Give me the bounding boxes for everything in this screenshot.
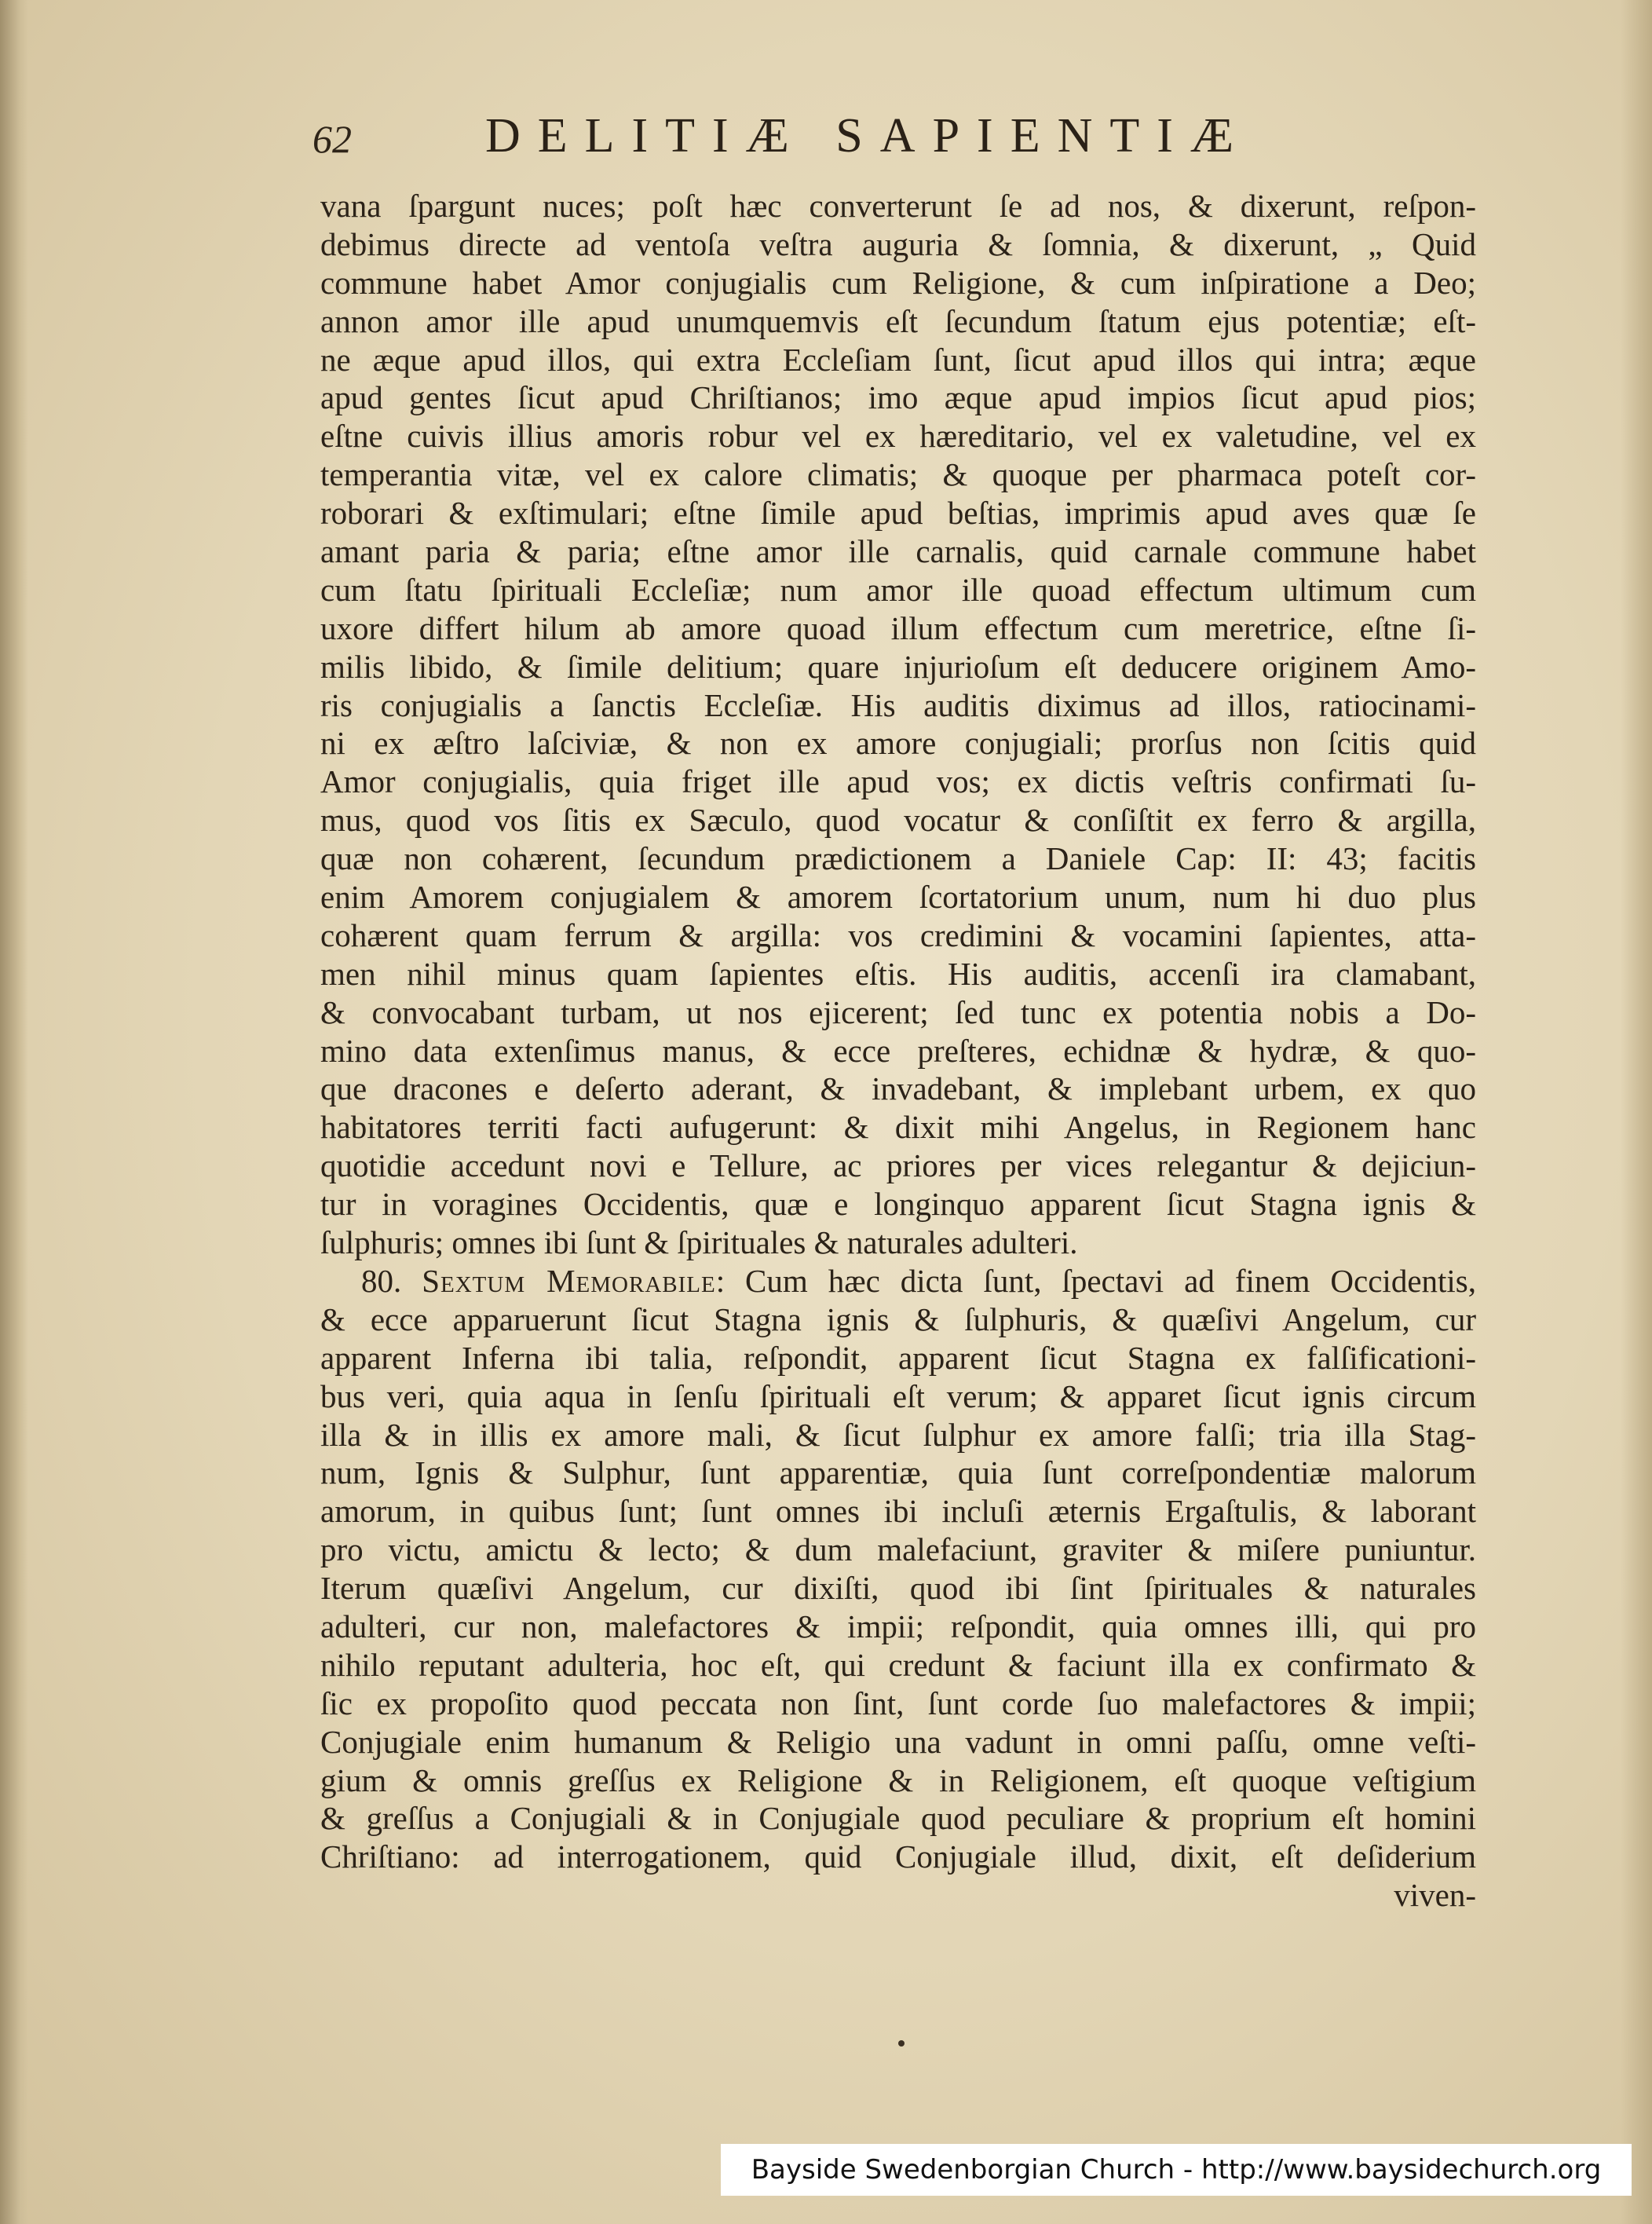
text-line: vana ſpargunt nuces; poſt hæc converterunt ſe ad nos, & dixerunt, reſpon- <box>320 188 1476 224</box>
paragraph-memorabile <box>320 1300 1476 1876</box>
text-line: mino data extenſimus manus, & ecce preſteres, echidnæ & hydræ, & quo- <box>320 1032 1476 1069</box>
text-line: apparent Inferna ibi talia, reſpondit, apparent ſicut Stagna ex falſificationi- <box>320 1339 1476 1376</box>
text-line: num, Ignis & Sulphur, ſunt apparentiæ, quia ſunt correſpondentiæ malorum <box>320 1454 1476 1491</box>
text-line: ris conjugialis a ſanctis Eccleſiæ. His auditis diximus ad illos, ratiocinami- <box>320 686 1476 723</box>
text-line: Amor conjugialis, quia friget ille apud vos; ex dictis veſtris confirmati ſu- <box>320 763 1476 800</box>
text-line: annon amor ille apud unumquemvis eſt ſecundum ſtatum ejus potentiæ; eſt- <box>320 302 1476 339</box>
watermark-caption: Bayside Swedenborgian Church - http://www.baysidechurch.org <box>721 2144 1632 2196</box>
text-line: amant paria & paria; eſtne amor ille carnalis, quid carnale commune habet <box>320 533 1476 570</box>
text-line: Conjugiale enim humanum & Religio una vadunt in omni paſſu, omne veſti- <box>320 1723 1476 1760</box>
text-line: Iterum quæſivi Angelum, cur dixiſti, quod ibi ſint ſpirituales & naturales <box>320 1570 1476 1607</box>
text-line: quæ non cohærent, ſecundum prædictionem a Daniele Cap: II: 43; facitis <box>320 840 1476 877</box>
section-first-line <box>320 1262 1476 1300</box>
text-line: que dracones e deſerto aderant, & invadebant, & implebant urbem, ex quo <box>320 1070 1476 1107</box>
section-number: 80. <box>361 1262 402 1299</box>
text-line: Chriſtiano: ad interrogationem, quid Conjugiale illud, dixit, eſt deſiderium <box>320 1838 1476 1875</box>
text-line: ſulphuris; omnes ibi ſunt & ſpirituales & naturales adulteri. <box>320 1224 1078 1261</box>
page-header <box>312 108 1490 171</box>
text-line: commune habet Amor conjugialis cum Religione, & cum inſpiratione a Deo; <box>320 264 1476 301</box>
text-line: men nihil minus quam ſapientes eſtis. His auditis, accenſi ira clamabant, <box>320 955 1476 992</box>
text-line: tur in voragines Occidentis, quæ e longinquo apparent ſicut Stagna ignis & <box>320 1186 1476 1223</box>
text-line: milis libido, & ſimile delitium; quare injurioſum eſt deducere originem Amo- <box>320 648 1476 685</box>
text-line: & convocabant turbam, ut nos ejicerent; ſed tunc ex potentia nobis a Do- <box>320 993 1476 1030</box>
text-line: ne æque apud illos, qui extra Eccleſiam ſunt, ſicut apud illos qui intra; æque <box>320 341 1476 378</box>
text-line: cohærent quam ferrum & argilla: vos credimini & vocamini ſapientes, atta- <box>320 916 1476 953</box>
text-line: gium & omnis greſſus ex Religione & in Religionem, eſt quoque veſtigium <box>320 1761 1476 1798</box>
text-line: ni ex æſtro laſciviæ, & non ex amore conjugiali; prorſus non ſcitis quid <box>320 725 1476 762</box>
page-gutter-shadow <box>0 0 28 2224</box>
text-line: roborari & exſtimulari; eſtne ſimile apud beſtias, imprimis apud aves quæ ſe <box>320 495 1476 532</box>
text-line: mus, quod vos ſitis ex Sæculo, quod vocatur & conſiſtit ex ferro & argilla, <box>320 802 1476 839</box>
text-line: eſtne cuivis illius amoris robur vel ex hæreditario, vel ex valetudine, vel ex <box>320 418 1476 455</box>
text-line: nihilo reputant adulteria, hoc eſt, qui credunt & faciunt illa ex confirmato & <box>320 1646 1476 1683</box>
running-title: DELITIÆ SAPIENTIÆ <box>485 109 1251 163</box>
text-line: cum ſtatu ſpirituali Eccleſiæ; num amor ille quoad effectum ultimum cum <box>320 571 1476 608</box>
body-text <box>320 187 1476 1915</box>
text-line: apud gentes ſicut apud Chriſtianos; imo æque apud impios ſicut apud pios; <box>320 379 1476 416</box>
text-line: amorum, in quibus ſunt; ſunt omnes ibi incluſi æternis Ergaſtulis, & laborant <box>320 1493 1476 1530</box>
paragraph-main <box>320 187 1476 1262</box>
text-line: temperantia vitæ, vel ex calore climatis; & quoque per pharmaca poteſt cor- <box>320 456 1476 493</box>
text-line: ſic ex propoſito quod peccata non ſint, ſunt corde ſuo malefactores & impii; <box>320 1684 1476 1721</box>
text-line: & ecce apparuerunt ſicut Stagna ignis & ſulphuris, & quæſivi Angelum, cur <box>320 1300 1476 1337</box>
text-line: debimus directe ad ventoſa veſtra auguria & ſomnia, & dixerunt, „ Quid <box>320 225 1476 262</box>
text-line: habitatores territi facti aufugerunt: & dixit mihi Angelus, in Regionem hanc <box>320 1109 1476 1146</box>
page-number: 62 <box>312 117 352 161</box>
text-line: uxore differt hilum ab amore quoad illum effectum cum meretrice, eſtne ſi- <box>320 609 1476 646</box>
text-line: illa & in illis ex amore mali, & ſicut ſulphur ex amore falſi; tria illa Stag- <box>320 1416 1476 1453</box>
page-edge-shadow <box>1621 0 1652 2224</box>
section-first-line-text: : Cum hæc dicta ſunt, ſpectavi ad finem Occidentis, <box>715 1262 1476 1299</box>
section-heading: Sextum Memorabile <box>422 1262 716 1299</box>
catchword: viven- <box>1394 1877 1476 1914</box>
text-line: enim Amorem conjugialem & amorem ſcortatorium unum, num hi duo plus <box>320 879 1476 916</box>
text-line: bus veri, quia aqua in ſenſu ſpirituali eſt verum; & apparet ſicut ignis circum <box>320 1377 1476 1414</box>
text-line: pro victu, amictu & lecto; & dum malefaciunt, graviter & miſere puniuntur. <box>320 1531 1476 1568</box>
text-line: adulteri, cur non, malefactores & impii; reſpondit, quia omnes illi, qui pro <box>320 1608 1476 1644</box>
text-line: quotidie accedunt novi e Tellure, ac priores per vices relegantur & dejiciun- <box>320 1147 1476 1184</box>
text-line: & greſſus a Conjugiali & in Conjugiale quod peculiare & proprium eſt homini <box>320 1800 1476 1837</box>
ink-dot <box>898 2040 905 2047</box>
